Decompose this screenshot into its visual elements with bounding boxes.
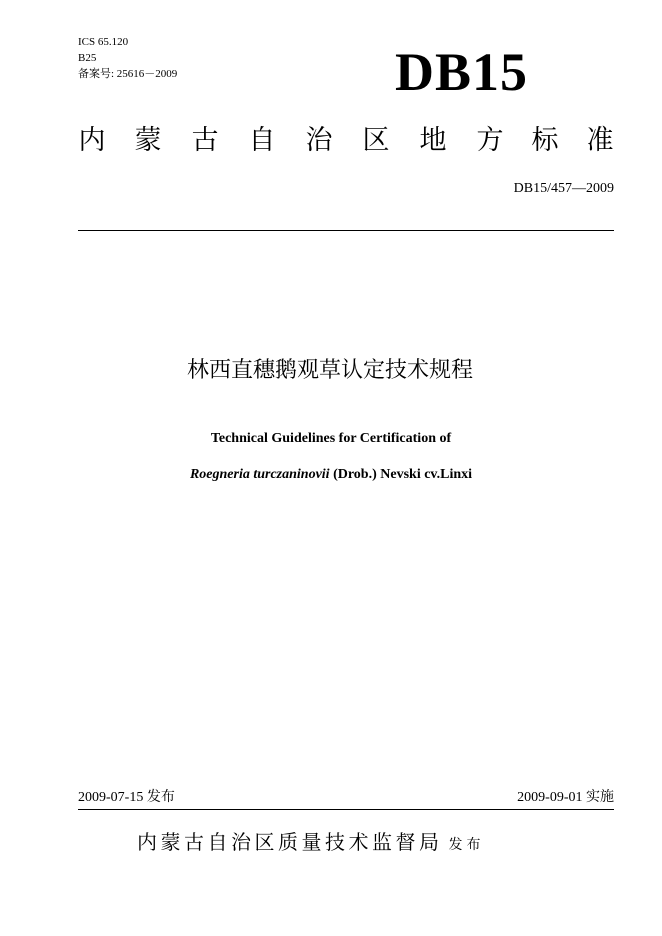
title-char: 治 bbox=[305, 125, 333, 156]
ics-code: ICS 65.120 bbox=[78, 36, 129, 48]
title-char: 内 bbox=[78, 125, 106, 156]
header-divider bbox=[78, 230, 614, 231]
document-title-cn-text: 林西直穗鹅观草认定技术规程 bbox=[186, 358, 473, 383]
standard-number: DB15/457—2009 bbox=[513, 181, 614, 196]
title-char: 区 bbox=[362, 125, 390, 156]
document-title-en-line2 bbox=[0, 466, 662, 484]
document-title-cn bbox=[0, 356, 662, 386]
title-char: 古 bbox=[191, 125, 219, 156]
standard-code-logo: DB15 bbox=[395, 42, 529, 102]
footer-divider bbox=[78, 809, 614, 810]
title-char: 标 bbox=[531, 125, 559, 156]
title-char: 地 bbox=[419, 125, 447, 156]
standard-metadata bbox=[78, 34, 177, 82]
implementation-date: 2009-09-01 实施 bbox=[517, 790, 614, 805]
issuer-organization: 内蒙古自治区质量技术监督局 bbox=[137, 830, 443, 854]
ccs-code: B25 bbox=[78, 52, 97, 64]
filing-number: 备案号: 25616－2009 bbox=[78, 68, 178, 80]
issue-date: 2009-07-15 发布 bbox=[78, 790, 175, 805]
title-char: 准 bbox=[586, 125, 614, 156]
title-char: 自 bbox=[248, 125, 276, 156]
title-char: 蒙 bbox=[134, 125, 162, 156]
document-title-en-line1: Technical Guidelines for Certification of bbox=[210, 431, 452, 446]
standard-category-title bbox=[78, 124, 614, 158]
cultivar-name: (Drob.) Nevski cv.Linxi bbox=[329, 467, 473, 482]
title-char: 方 bbox=[476, 125, 504, 156]
issuer-action: 发布 bbox=[448, 837, 485, 853]
species-name: Roegneria turczaninovii bbox=[189, 467, 330, 482]
issuing-authority bbox=[137, 828, 485, 859]
